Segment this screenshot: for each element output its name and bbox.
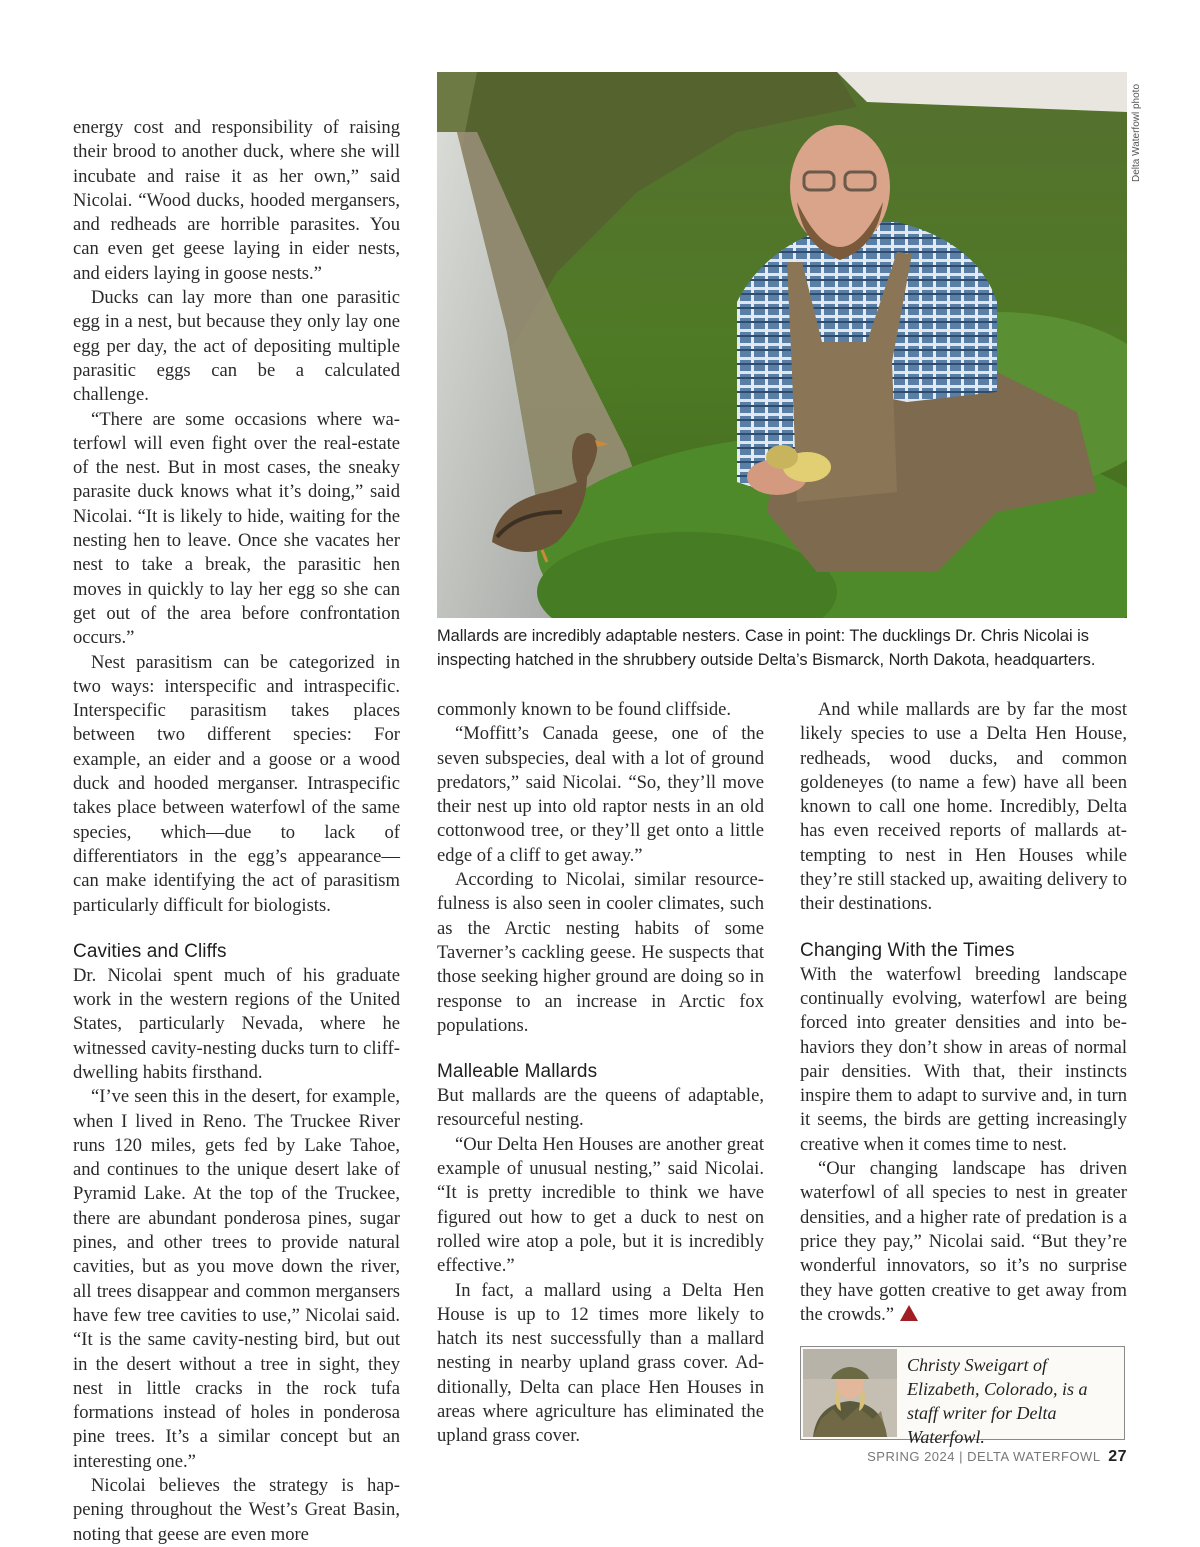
issue-label: SPRING 2024 bbox=[867, 1449, 955, 1464]
paragraph: With the waterfowl breeding landscape continually evolving, waterfowl are being forced into greater densities and into behaviors they don’t show in areas of normal pair densities. With that, their instincts inspire them to adapt to survive and, in turn it seems, the birds are getting increasingly creative when it comes time to nest. bbox=[800, 963, 1127, 1155]
article-column-1 bbox=[73, 116, 400, 1547]
author-photo-illustration bbox=[803, 1349, 897, 1437]
section-heading-cavities: Cavities and Cliffs bbox=[73, 940, 227, 962]
author-photo bbox=[803, 1349, 897, 1437]
page-footer bbox=[867, 1448, 1127, 1466]
photo-credit: Delta Waterfowl photo bbox=[1131, 83, 1142, 182]
feature-photo bbox=[437, 72, 1127, 618]
photo-illustration bbox=[437, 72, 1127, 618]
paragraph: commonly known to be found cliffside. bbox=[437, 699, 732, 720]
section-heading-mallards: Malleable Mallards bbox=[437, 1061, 598, 1083]
paragraph: energy cost and responsibility of raising their brood to another duck, where she will incubate and raise it as her own,” said Nicolai. “Wood ducks, hooded mergansers, and redheads are horrible parasites. You can even get geese laying in eider nests, and eiders laying in goose nests.” bbox=[73, 117, 400, 284]
author-bio-text: Christy Sweigart of Elizabeth, Colorado, is a staff writer for Delta Waterfowl. bbox=[907, 1355, 1088, 1447]
paragraph: Ducks can lay more than one parasitic egg in a nest, but because they only lay one egg per day, the act of depositing multiple parasitic eggs can be a calculated challenge. bbox=[73, 287, 400, 406]
paragraph-final bbox=[800, 1157, 1127, 1327]
end-triangle-icon bbox=[900, 1305, 918, 1321]
paragraph: “There are some occasions where waterfowl will even fight over the real-estate of the nest. But in most cases, the sneaky parasite duck knows what it’s doing,” said Nicolai. “It is likely to hide, waiting for the nesting hen to leave. Once she vacates her nest to take a break, the parasitic hen moves in quickly to lay her egg so she can get out of the area before confrontation occurs.” bbox=[73, 408, 400, 649]
paragraph: Nicolai believes the strategy is happening throughout the West’s Great Basin, noting that geese are even more bbox=[73, 1475, 400, 1545]
section-heading-changing: Changing With the Times bbox=[800, 939, 1015, 961]
paragraph-text: “Our changing landscape has driven waterfowl of all species to nest in greater densities, and a higher rate of predation is a price they pay,” Nicolai said. “But they’re wonderful innovators, so it’s no surprise they have gotten creative to get away from the crowds.” bbox=[800, 1158, 1127, 1325]
article-column-3 bbox=[800, 698, 1127, 1327]
magazine-name: DELTA WATERFOWL bbox=[967, 1449, 1101, 1464]
photo-caption: Mallards are incredibly adaptable nesters. Case in point: The ducklings Dr. Chris Nicolai is inspecting hatched in the shrubbery outside Delta’s Bismarck, North Dakota, headquarters. bbox=[437, 627, 1096, 669]
footer-separator: | bbox=[959, 1449, 964, 1464]
paragraph: Nest parasitism can be categorized in two ways: interspecific and intraspecific. Interspecific parasitism takes places between two different species: For example, an eider and a goose or a wood duck and hooded merganser. Intraspecific takes place between waterfowl of the same species, which—due to lack of differentiators in the egg’s appearance—can make identifying the act of parasitism particularly difficult for biologists. bbox=[73, 651, 400, 916]
paragraph: But mallards are the queens of adaptable, resourceful nesting. bbox=[437, 1085, 764, 1131]
author-bio-box bbox=[800, 1346, 1125, 1447]
paragraph: “Moffitt’s Canada geese, one of the seven subspecies, deal with a lot of ground predators,” said Nicolai. “So, they’ll move their nest up into old raptor nests in an old cottonwood tree, or they’ll get onto a little edge of a cliff to get away.” bbox=[437, 723, 764, 866]
paragraph: And while mallards are by far the most likely species to use a Delta Hen House, redheads, wood ducks, and common goldeneyes (to name a few) have all been known to call one home. Incredibly, Delta has even received reports of mallards attempting to nest in Hen Houses while they’re still stacked up, awaiting delivery to their destinations. bbox=[800, 699, 1127, 915]
paragraph: Dr. Nicolai spent much of his graduate work in the western regions of the United States, particularly Nevada, where he witnessed cavity-nesting ducks turn to cliff-dwelling habits firsthand. bbox=[73, 964, 400, 1083]
paragraph: In fact, a mallard using a Delta Hen House is up to 12 times more likely to hatch its nest successfully than a mallard nesting in nearby upland grass cover. Additionally, Delta can place Hen Houses in areas where agriculture has eliminated the upland grass cover. bbox=[437, 1279, 764, 1447]
paragraph: “I’ve seen this in the desert, for example, when I lived in Reno. The Truckee River runs 120 miles, gets fed by Lake Tahoe, and continues to the unique desert lake of Pyramid Lake. At the top of the Truckee, there are abundant ponderosa pines, sugar pines, and other trees to provide natural cavities, but as you move down the river, all trees disappear and common mergansers have few tree cavities to use,” Nicolai said. “It is the same cavity-nesting bird, but out in the desert without a tree in sight, they nest in little cracks in the rock tufa formations instead of holes in ponderosa pine trees. It’s a similar concept but an interesting one.” bbox=[73, 1086, 400, 1472]
page-number: 27 bbox=[1108, 1448, 1127, 1465]
paragraph: “Our Delta Hen Houses are another great example of unusual nesting,” said Nicolai. “It is pretty incredible to think we have figured out how to get a duck to nest on rolled wire atop a pole, but it is incredibly effective.” bbox=[437, 1133, 764, 1277]
article-column-2 bbox=[437, 698, 764, 1449]
paragraph: According to Nicolai, similar resourcefulness is also seen in cooler climates, such as the Arctic nesting habits of some Taverner’s cackling geese. He suspects that those seeking higher ground are doing so in response to an increase in Arctic fox populations. bbox=[437, 869, 764, 1036]
